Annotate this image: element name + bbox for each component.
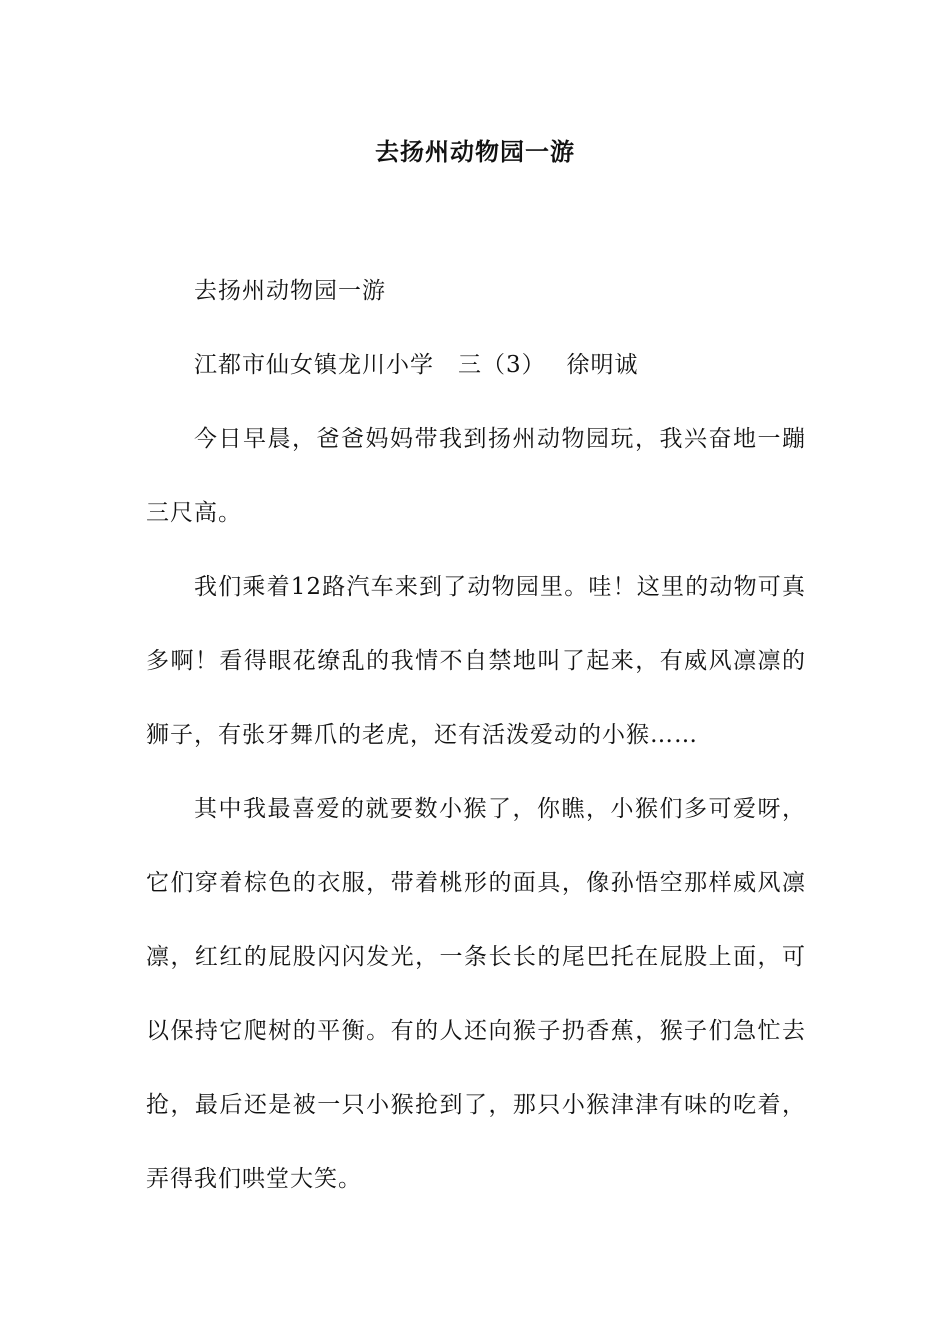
document-title: 去扬州动物园一游: [375, 138, 575, 166]
author-byline: 江都市仙女镇龙川小学 三（3） 徐明诚: [194, 352, 639, 378]
paragraph: 今日早晨，爸爸妈妈带我到扬州动物园玩，我兴奋地一蹦三尺高。: [146, 426, 806, 526]
document-body: [146, 254, 806, 1216]
article-heading: 去扬州动物园一游: [194, 278, 386, 304]
paragraph: 我们乘着12路汽车来到了动物园里。哇！这里的动物可真多啊！看得眼花缭乱的我情不自禁地叫了起来，有威风凛凛的狮子，有张牙舞爪的老虎，还有活泼爱动的小猴……: [146, 574, 806, 748]
paragraph: 其中我最喜爱的就要数小猴了，你瞧，小猴们多可爱呀，它们穿着棕色的衣服，带着桃形的面具，像孙悟空那样威风凛凛，红红的屁股闪闪发光，一条长长的尾巴托在屁股上面，可以保持它爬树的平衡。有的人还向猴子扔香蕉，猴子们急忙去抢，最后还是被一只小猴抢到了，那只小猴津津有味的吃着，弄得我们哄堂大笑。: [146, 796, 806, 1192]
